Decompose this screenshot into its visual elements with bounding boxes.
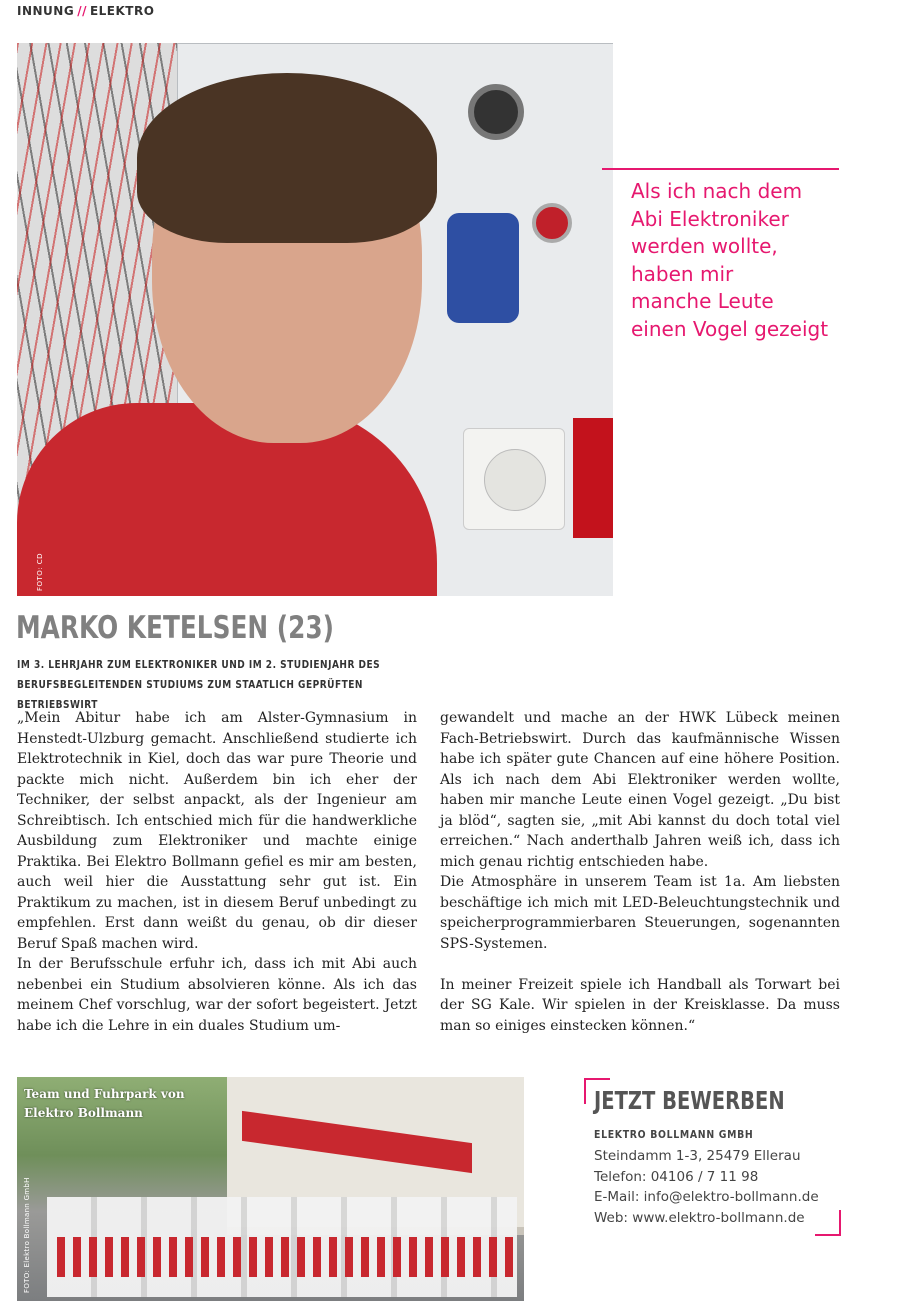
quote-line: einen Vogel gezeigt: [631, 316, 829, 341]
red-cee-socket: [573, 418, 613, 538]
website-link[interactable]: Web: www.elektro-bollmann.de: [594, 1209, 805, 1226]
contact-info: [594, 1146, 819, 1228]
wall-socket: [463, 428, 565, 530]
blue-socket: [447, 213, 519, 323]
article-column-left: „Mein Abitur habe ich am Alster-Gymnasium in Henstedt-Ulzburg gemacht. Anschließend studierte ich Elektrotechnik in Kiel, doch das war pure Theorie und packte mich nicht. Außerdem bin ich eher der Techniker, der selbst anpackt, als der Ingenieur am Schreibtisch. Ich entschied mich für die handwerkliche Ausbildung zum Elektroniker und machte einige Praktika. Bei Elektro Bollmann gefiel es mir am besten, auch weil hier die Ausstattung sehr gut ist. Ein Praktikum zu machen, ist in diesem Beruf unbedingt zu empfehlen. Erst dann weißt du genau, ob dir dieser Beruf Spaß machen wird. In der Berufsschule erfuhr ich, dass ich mit Abi auch nebenbei ein Studium absolvieren könne. Als ich das meinem Chef vorschlug, war der sofort begeistert. Jetzt habe ich die Lehre in ein duales Studium um-: [17, 710, 417, 1034]
subtitle-line: IM 3. LEHRJAHR ZUM ELEKTRONIKER UND IM 2. STUDIENJAHR DES: [17, 658, 381, 671]
header-separator: //: [77, 4, 87, 18]
caption-line: Elektro Bollmann: [24, 1106, 143, 1120]
quote-line: Als ich nach dem: [631, 179, 803, 203]
caption-line: Team und Fuhrpark von: [24, 1087, 185, 1101]
quote-line: manche Leute: [631, 289, 774, 313]
subtitle-line: BERUFSBEGLEITENDEN STUDIUMS ZUM STAATLICH GEPRÜFTEN BETRIEBSWIRT: [17, 678, 363, 711]
photo-credit: FOTO: CD: [36, 552, 44, 591]
section-header: [17, 4, 154, 18]
address: Steindamm 1-3, 25479 Ellerau: [594, 1148, 801, 1164]
section-label: INNUNG: [17, 4, 75, 18]
team-photo: [17, 1077, 524, 1301]
team-photo-caption: [24, 1085, 185, 1123]
quote-line: Abi Elektroniker: [631, 206, 789, 231]
phone: Telefon: 04106 / 7 11 98: [594, 1168, 759, 1185]
apply-title: JETZT BEWERBEN: [594, 1086, 785, 1115]
red-button: [532, 203, 572, 243]
portrait-photo: [17, 43, 613, 596]
apply-box-corner-bottom: [815, 1210, 841, 1236]
person-name: MARKO KETELSEN (23): [16, 610, 334, 646]
email-link[interactable]: E-Mail: info@elektro-bollmann.de: [594, 1189, 819, 1205]
company-name: ELEKTRO BOLLMANN GMBH: [594, 1128, 754, 1141]
article-column-right: gewandelt und mache an der HWK Lübeck meinen Fach-Betriebswirt. Durch das kaufmännische Wissen habe ich später gute Chancen auf eine höhere Position. Als ich nach dem Abi Elektroniker werden wollte, haben mir manche Leute einen Vogel gezeigt. „Du bist ja blöd“, sagten sie, „mit Abi kannst du doch total viel erreichen.“ Nach anderthalb Jahren weiß ich, dass ich mich genau richtig entschieden habe. Die Atmosphäre in unserem Team ist 1a. Am liebsten beschäftige ich mich mit LED-Beleuchtungstechnik und speicherprogrammierbaren Steuerungen, sogenannten SPS-Systemen. In meiner Freizeit spiele ich Handball als Torwart bei der SG Kale. Wir spielen in der Kreisklasse. Da muss man so einiges einstecken können.“: [440, 710, 840, 1034]
team-members: [57, 1237, 517, 1277]
person-subtitle: [17, 655, 443, 715]
pull-quote: [631, 178, 861, 343]
portrait-hair: [137, 73, 437, 243]
team-photo-credit: FOTO: Elektro Bollmann GmbH: [23, 1177, 31, 1293]
topic-label: ELEKTRO: [89, 4, 155, 18]
quote-line: werden wollte,: [631, 234, 778, 258]
quote-rule: [602, 168, 839, 170]
quote-line: haben mir: [631, 261, 734, 286]
rotary-switch: [468, 84, 524, 140]
